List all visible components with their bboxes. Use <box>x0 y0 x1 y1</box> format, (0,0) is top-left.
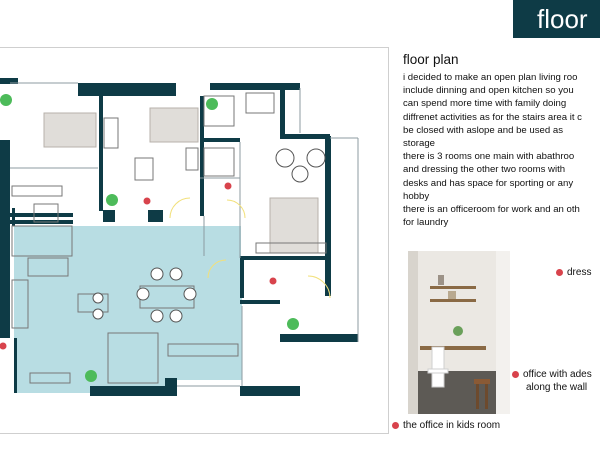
description-line: there is 3 rooms one main with abathroo <box>403 151 575 163</box>
marker-dot <box>556 269 563 276</box>
description-line: there is an officeroom for work and an oth <box>403 204 580 216</box>
page-title: floor <box>537 4 588 34</box>
marker-dot <box>512 371 519 378</box>
description-line: and dressing the other two rooms with <box>403 164 566 176</box>
office-photo <box>408 251 510 414</box>
kids-office-caption <box>392 419 500 432</box>
kids-office-caption-text: the office in kids room <box>403 420 501 431</box>
office-caption <box>512 368 592 394</box>
description-block <box>403 52 600 229</box>
description-line: i decided to make an open plan living roo <box>403 72 578 83</box>
office-photo-illustration <box>408 251 510 414</box>
marker-dot <box>392 422 399 429</box>
description-heading: floor plan <box>403 52 459 67</box>
description-line: be closed with aslope and be used as <box>403 124 564 136</box>
office-caption-line2: along the wall <box>526 382 588 393</box>
description-line: include dinning and open kitchen so you <box>403 85 574 97</box>
floor-plan-drawing <box>0 47 389 434</box>
description-line: can spend more time with family doing <box>403 98 567 110</box>
description-line: diffrenet activities as for the stairs area it c <box>403 111 582 123</box>
dressing-caption <box>556 266 591 279</box>
office-caption-line1: office with ades <box>523 369 592 380</box>
description-line: storage <box>403 138 435 150</box>
floor-plan-svg <box>0 48 389 434</box>
living-area-fill <box>14 226 242 393</box>
dressing-caption-text: dress <box>567 267 592 278</box>
description-line: desks and has space for sporting or any <box>403 177 574 189</box>
page-title-badge <box>513 0 600 38</box>
description-line: hobby <box>403 190 430 202</box>
description-line: for laundry <box>403 217 449 229</box>
